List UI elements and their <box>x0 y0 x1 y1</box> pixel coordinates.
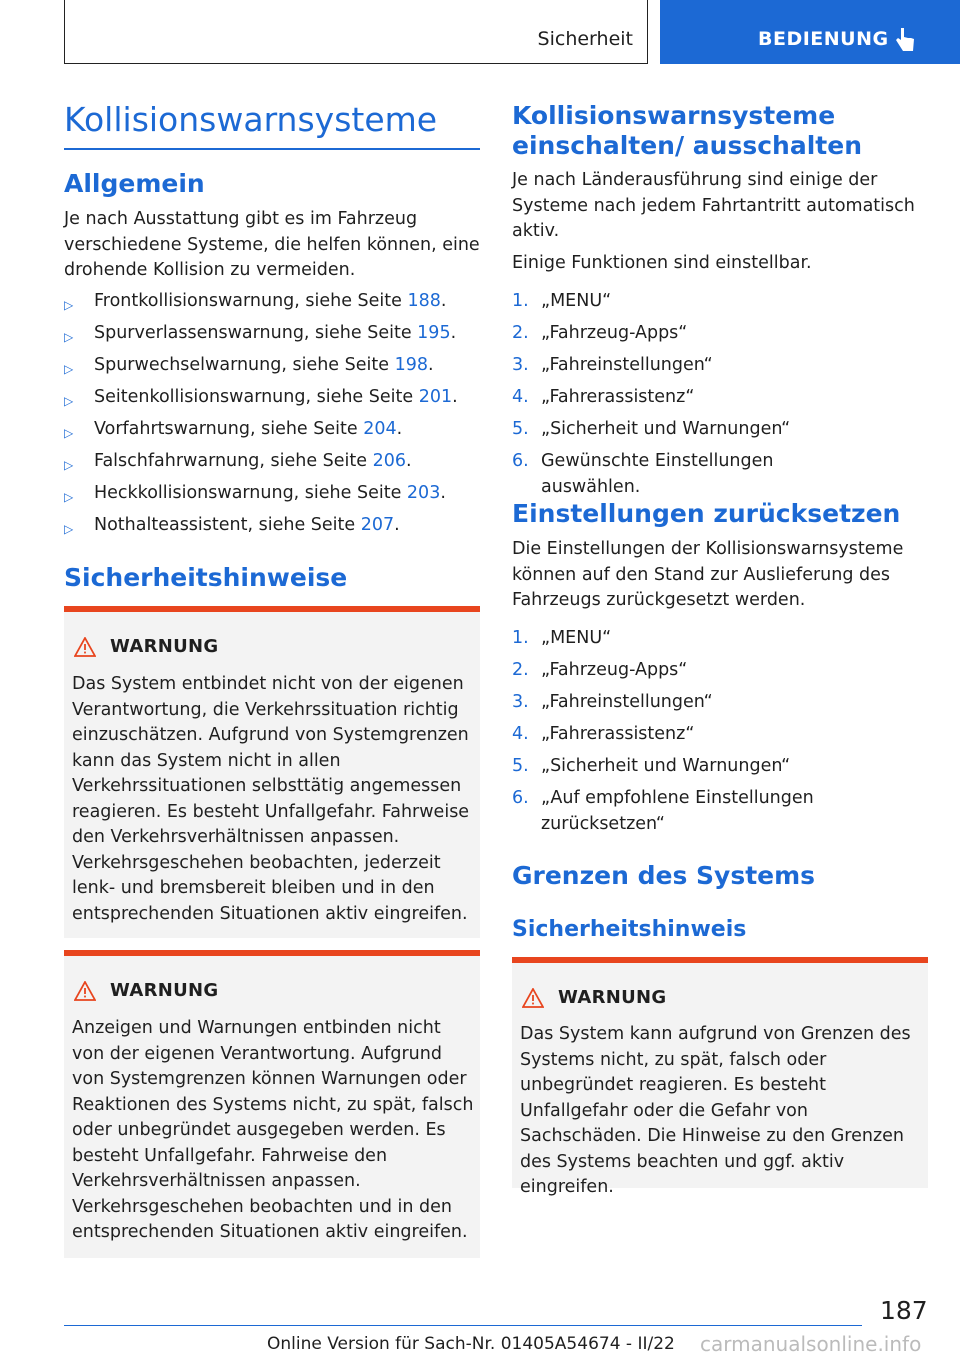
feature-list-text: Seitenkollisionswarnung, siehe Seite <box>94 387 414 407</box>
step-number: 1. <box>512 291 529 311</box>
bullet-triangle-icon: ▷ <box>64 490 74 504</box>
feature-list-item: ▷ Spurverlassenswarnung, siehe Seite 195 . <box>64 321 456 350</box>
step-number: 6. <box>512 788 529 808</box>
page-link[interactable]: 203 <box>406 483 441 503</box>
header-section-tab <box>64 0 648 64</box>
step-number: 6. <box>512 451 529 471</box>
step-number: 3. <box>512 692 529 712</box>
warning-triangle-icon <box>74 637 96 657</box>
toggle-text-2: Einige Funktionen sind einstellbar. <box>512 253 812 273</box>
step-item <box>512 690 928 716</box>
step-text: „MENU“ <box>541 628 612 648</box>
feature-list-text: Falschfahrwarnung, siehe Seite <box>94 451 368 471</box>
heading-toggle: Kollisionswarnsysteme einschalten/ ausschalten <box>512 101 862 160</box>
feature-list-item: ▷ Vorfahrtswarnung, siehe Seite 204 . <box>64 417 402 446</box>
step-text: „Fahrerassistenz“ <box>541 724 695 744</box>
step-number: 2. <box>512 323 529 343</box>
warning-title: WARNUNG <box>110 980 219 1001</box>
page-title: Kollisionswarnsysteme <box>64 100 438 139</box>
bullet-triangle-icon: ▷ <box>64 394 74 408</box>
feature-list-item: ▷ Seitenkollisionswarnung, siehe Seite 201 . <box>64 385 458 414</box>
step-number: 4. <box>512 724 529 744</box>
step-text: „Auf empfohlene Einstellungen zurücksetzen“ <box>541 788 814 834</box>
heading-safety: Sicherheitshinweise <box>64 563 348 592</box>
feature-list-text: Spurverlassenswarnung, siehe Seite <box>94 323 412 343</box>
step-text: „Fahrzeug-Apps“ <box>541 323 688 343</box>
step-item <box>512 786 928 837</box>
feature-list-item: ▷ Heckkollisionswarnung, siehe Seite 203 . <box>64 481 446 510</box>
warning-text: Das System kann aufgrund von Grenzen des Systems nicht, zu spät, falsch oder unbegründet reagieren. Es besteht Unfallgefahr oder die Gefahr von Sachschäden. Die Hinweise zu den Grenzen des Systems beachten und ggf. aktiv eingreifen. <box>520 1024 911 1197</box>
footer-rule <box>64 1325 862 1326</box>
page-link[interactable]: 198 <box>394 355 428 375</box>
heading-reset: Einstellungen zurücksetzen <box>512 499 901 528</box>
bullet-triangle-icon: ▷ <box>64 330 74 344</box>
step-text: „Fahrzeug-Apps“ <box>541 660 688 680</box>
step-item <box>512 754 928 780</box>
warning-title: WARNUNG <box>558 987 667 1008</box>
warning-box-1 <box>64 606 480 938</box>
reset-text: Die Einstellungen der Kollisionswarnsysteme können auf den Stand zur Auslieferung des Fahrzeugs zurückgesetzt werden. <box>512 539 904 610</box>
bullet-triangle-icon: ▷ <box>64 298 74 312</box>
page-link[interactable]: 206 <box>372 451 406 471</box>
warning-title: WARNUNG <box>110 636 219 657</box>
step-text: „Fahrerassistenz“ <box>541 387 695 407</box>
step-text: „Sicherheit und Warnungen“ <box>541 419 791 439</box>
bullet-triangle-icon: ▷ <box>64 362 74 376</box>
page-link[interactable]: 207 <box>360 515 395 535</box>
warning-text: Anzeigen und Warnungen entbinden nicht von der eigenen Verantwortung. Aufgrund von Systemgrenzen können Warnungen oder Reaktionen des Systems nicht, zu spät, falsch oder unbegründet ausgegeben werden. Es besteht Unfallgefahr. Fahrweise den Verkehrsverhältnissen anpassen. Verkehrsgeschehen beobachten und in den entsprechenden Situationen aktiv eingreifen. <box>72 1018 474 1242</box>
warning-header <box>74 636 218 657</box>
step-text: „Fahreinstellungen“ <box>541 692 713 712</box>
header-chapter-label: BEDIENUNG <box>758 28 889 50</box>
feature-list-text: Nothalteassistent, siehe Seite <box>94 515 356 535</box>
step-item <box>512 626 928 652</box>
feature-list-item: ▷ Falschfahrwarnung, siehe Seite 206 . <box>64 449 412 478</box>
step-item <box>512 722 928 748</box>
header-section-label: Sicherheit <box>537 28 633 50</box>
page-link[interactable]: 195 <box>417 323 451 343</box>
step-number: 4. <box>512 387 529 407</box>
toggle-text: Je nach Länderausführung sind einige der Systeme nach jedem Fahrtantritt automatisch aktiv. <box>512 170 915 241</box>
feature-list-text: Spurwechselwarnung, siehe Seite <box>94 355 390 375</box>
feature-list-item: ▷ Spurwechselwarnung, siehe Seite 198 . <box>64 353 434 382</box>
step-number: 5. <box>512 756 529 776</box>
header-chapter-tab <box>660 0 960 64</box>
step-text: „Fahreinstellungen“ <box>541 355 713 375</box>
step-item <box>512 289 928 315</box>
bullet-triangle-icon: ▷ <box>64 522 74 536</box>
page-link[interactable]: 204 <box>363 419 397 439</box>
step-text: Gewünschte Einstellungen auswählen. <box>541 451 774 497</box>
warning-box-2 <box>64 950 480 1258</box>
feature-list-text: Frontkollisionswarnung, siehe Seite <box>94 291 402 311</box>
bullet-triangle-icon: ▷ <box>64 458 74 472</box>
warning-triangle-icon <box>522 988 544 1008</box>
bullet-triangle-icon: ▷ <box>64 426 74 440</box>
step-item <box>512 449 928 500</box>
step-item <box>512 353 928 379</box>
step-number: 5. <box>512 419 529 439</box>
feature-list-item: ▷ Nothalteassistent, siehe Seite 207 . <box>64 513 400 542</box>
step-item <box>512 417 928 443</box>
warning-header <box>522 987 666 1008</box>
watermark: carmanualsonline.info <box>700 1332 922 1356</box>
feature-list-text: Heckkollisionswarnung, siehe Seite <box>94 483 402 503</box>
step-text: „Sicherheit und Warnungen“ <box>541 756 791 776</box>
warning-text: Das System entbindet nicht von der eigenen Verantwortung, die Verkehrssituation richtig einzuschätzen. Aufgrund von Systemgrenzen kann das System nicht in allen Verkehrssituationen selbsttätig angemessen reagieren. Es besteht Unfallgefahr. Fahrweise den Verkehrsverhältnissen anpassen. Verkehrsgeschehen beobachten, jederzeit lenk- und bremsbereit bleiben und in den entsprechenden Situationen aktiv eingreifen. <box>72 674 470 924</box>
heading-general: Allgemein <box>64 169 205 198</box>
feature-list-text: Vorfahrtswarnung, siehe Seite <box>94 419 358 439</box>
step-item <box>512 658 928 684</box>
warning-triangle-icon <box>74 981 96 1001</box>
step-number: 3. <box>512 355 529 375</box>
page-link[interactable]: 188 <box>407 291 441 311</box>
feature-list-item: ▷ Frontkollisionswarnung, siehe Seite 188 . <box>64 289 447 318</box>
page-link[interactable]: 201 <box>418 387 453 407</box>
title-rule <box>64 148 480 150</box>
heading-limits: Grenzen des Systems <box>512 861 816 890</box>
step-item <box>512 385 928 411</box>
page-number: 187 <box>880 1296 928 1325</box>
warning-header <box>74 980 218 1001</box>
step-number: 1. <box>512 628 529 648</box>
general-text: Je nach Ausstattung gibt es im Fahrzeug verschiedene Systeme, die helfen können, eine drohende Kollision zu vermeiden. <box>64 209 480 280</box>
warning-box-3 <box>512 957 928 1197</box>
online-version-note: Online Version für Sach-Nr. 01405A54674 - II/22 <box>267 1334 675 1354</box>
hand-pointer-icon <box>894 26 916 54</box>
step-item <box>512 321 928 347</box>
subheading-safety-note: Sicherheitshinweis <box>512 917 747 942</box>
step-text: „MENU“ <box>541 291 612 311</box>
step-number: 2. <box>512 660 529 680</box>
